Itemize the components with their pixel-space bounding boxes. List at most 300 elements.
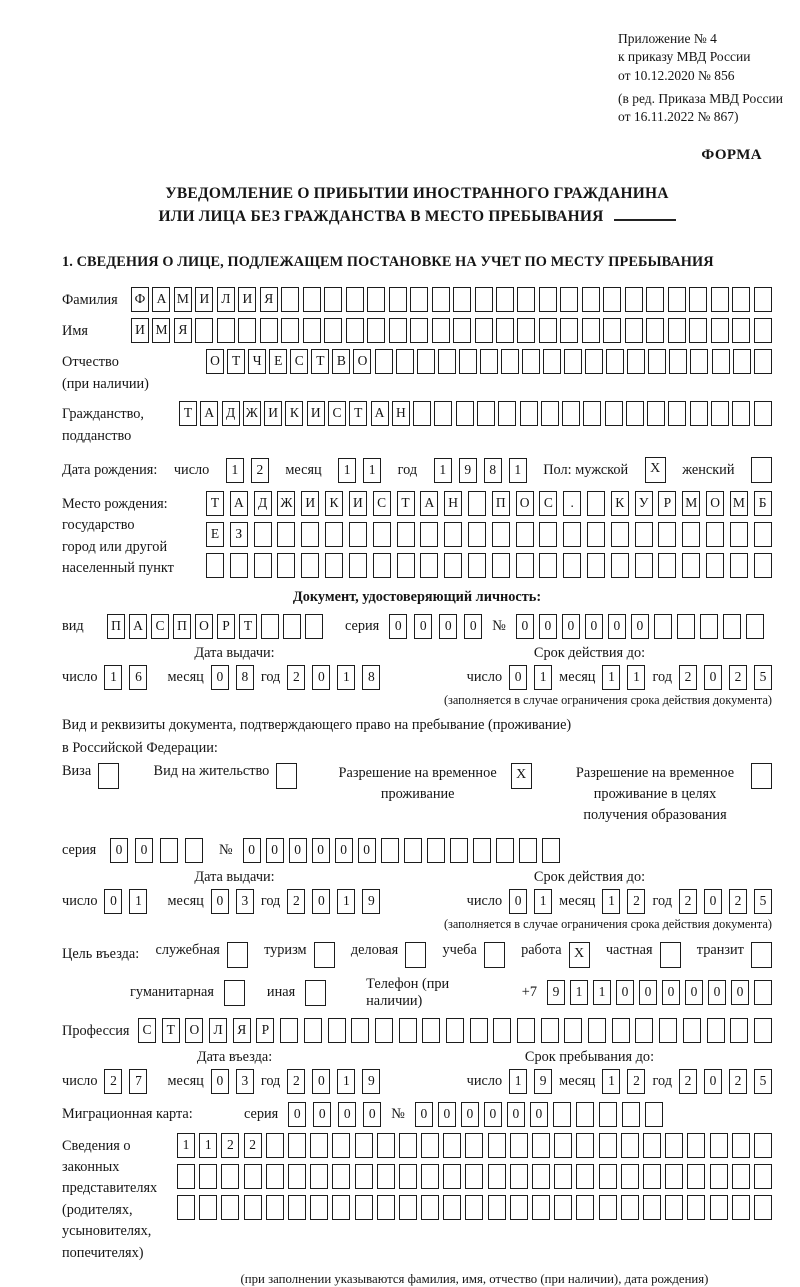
char-cell[interactable]	[377, 1133, 395, 1158]
char-cell[interactable]	[754, 553, 772, 578]
char-cell[interactable]	[645, 1102, 663, 1127]
char-cell[interactable]	[711, 287, 729, 312]
char-cell[interactable]	[690, 401, 708, 426]
char-cell[interactable]	[732, 318, 750, 343]
char-cell[interactable]	[399, 1164, 417, 1189]
char-cell[interactable]: И	[301, 491, 319, 516]
char-cell[interactable]	[543, 349, 561, 374]
char-cell[interactable]: 2	[679, 889, 697, 914]
char-cell[interactable]	[732, 1195, 750, 1220]
char-cell[interactable]: 0	[484, 1102, 502, 1127]
char-cell[interactable]	[468, 553, 486, 578]
char-cell[interactable]	[410, 287, 428, 312]
char-cell[interactable]	[470, 1018, 488, 1043]
char-cell[interactable]	[305, 614, 323, 639]
char-cell[interactable]	[244, 1195, 262, 1220]
char-cell[interactable]	[304, 1018, 322, 1043]
char-cell[interactable]	[603, 287, 621, 312]
char-cell[interactable]	[277, 553, 295, 578]
char-cell[interactable]: Р	[217, 614, 235, 639]
visa-checkbox[interactable]	[98, 763, 119, 789]
char-cell[interactable]	[560, 318, 578, 343]
char-cell[interactable]	[332, 1133, 350, 1158]
char-cell[interactable]: С	[138, 1018, 156, 1043]
char-cell[interactable]	[421, 1195, 439, 1220]
char-cell[interactable]	[564, 349, 582, 374]
residence-permit-checkbox[interactable]	[276, 763, 297, 789]
char-cell[interactable]	[324, 287, 342, 312]
char-cell[interactable]: И	[131, 318, 149, 343]
char-cell[interactable]	[399, 1195, 417, 1220]
char-cell[interactable]	[687, 1164, 705, 1189]
char-cell[interactable]	[563, 522, 581, 547]
char-cell[interactable]	[377, 1195, 395, 1220]
char-cell[interactable]	[582, 287, 600, 312]
char-cell[interactable]	[420, 522, 438, 547]
char-cell[interactable]	[668, 401, 686, 426]
char-cell[interactable]: О	[195, 614, 213, 639]
char-cell[interactable]	[516, 522, 534, 547]
char-cell[interactable]: 0	[338, 1102, 356, 1127]
char-cell[interactable]	[328, 1018, 346, 1043]
char-cell[interactable]	[532, 1195, 550, 1220]
char-cell[interactable]	[332, 1195, 350, 1220]
char-cell[interactable]: 0	[509, 889, 527, 914]
char-cell[interactable]	[665, 1195, 683, 1220]
char-cell[interactable]: 2	[627, 1069, 645, 1094]
char-cell[interactable]: 1	[337, 665, 355, 690]
char-cell[interactable]	[432, 318, 450, 343]
char-cell[interactable]	[519, 838, 537, 863]
business-checkbox[interactable]	[405, 942, 426, 968]
char-cell[interactable]	[281, 287, 299, 312]
char-cell[interactable]	[446, 1018, 464, 1043]
char-cell[interactable]	[654, 614, 672, 639]
char-cell[interactable]: 8	[236, 665, 254, 690]
char-cell[interactable]	[706, 553, 724, 578]
char-cell[interactable]	[560, 287, 578, 312]
char-cell[interactable]: 7	[129, 1069, 147, 1094]
char-cell[interactable]	[711, 401, 729, 426]
char-cell[interactable]: 0	[312, 838, 330, 863]
char-cell[interactable]	[732, 401, 750, 426]
char-cell[interactable]: 0	[135, 838, 153, 863]
char-cell[interactable]	[541, 1018, 559, 1043]
char-cell[interactable]: 0	[335, 838, 353, 863]
char-cell[interactable]	[346, 287, 364, 312]
char-cell[interactable]: 2	[287, 889, 305, 914]
char-cell[interactable]	[643, 1195, 661, 1220]
char-cell[interactable]: И	[195, 287, 213, 312]
char-cell[interactable]	[599, 1133, 617, 1158]
char-cell[interactable]	[517, 318, 535, 343]
char-cell[interactable]	[587, 553, 605, 578]
char-cell[interactable]: 0	[211, 889, 229, 914]
char-cell[interactable]	[658, 553, 676, 578]
char-cell[interactable]: Я	[174, 318, 192, 343]
char-cell[interactable]	[517, 1018, 535, 1043]
char-cell[interactable]	[375, 349, 393, 374]
char-cell[interactable]: И	[264, 401, 282, 426]
char-cell[interactable]: Н	[444, 491, 462, 516]
char-cell[interactable]: 0	[662, 980, 680, 1005]
char-cell[interactable]	[588, 1018, 606, 1043]
char-cell[interactable]	[658, 522, 676, 547]
char-cell[interactable]	[422, 1018, 440, 1043]
char-cell[interactable]	[496, 318, 514, 343]
char-cell[interactable]	[605, 401, 623, 426]
work-checkbox[interactable]: X	[569, 942, 590, 968]
char-cell[interactable]: С	[539, 491, 557, 516]
char-cell[interactable]	[310, 1195, 328, 1220]
char-cell[interactable]	[373, 553, 391, 578]
char-cell[interactable]	[421, 1164, 439, 1189]
char-cell[interactable]: 0	[312, 665, 330, 690]
char-cell[interactable]	[682, 553, 700, 578]
char-cell[interactable]	[621, 1195, 639, 1220]
char-cell[interactable]	[520, 401, 538, 426]
char-cell[interactable]	[453, 287, 471, 312]
char-cell[interactable]	[399, 1133, 417, 1158]
char-cell[interactable]	[539, 522, 557, 547]
char-cell[interactable]: 0	[439, 614, 457, 639]
transit-checkbox[interactable]	[751, 942, 772, 968]
char-cell[interactable]: С	[328, 401, 346, 426]
char-cell[interactable]	[367, 287, 385, 312]
char-cell[interactable]	[682, 522, 700, 547]
char-cell[interactable]: 6	[129, 665, 147, 690]
char-cell[interactable]: 0	[708, 980, 726, 1005]
char-cell[interactable]	[612, 1018, 630, 1043]
char-cell[interactable]: И	[307, 401, 325, 426]
char-cell[interactable]	[754, 318, 772, 343]
char-cell[interactable]	[375, 1018, 393, 1043]
char-cell[interactable]	[488, 1195, 506, 1220]
char-cell[interactable]: И	[238, 287, 256, 312]
char-cell[interactable]	[732, 1164, 750, 1189]
char-cell[interactable]	[532, 1164, 550, 1189]
char-cell[interactable]: Л	[217, 287, 235, 312]
char-cell[interactable]	[443, 1133, 461, 1158]
char-cell[interactable]	[746, 614, 764, 639]
char-cell[interactable]	[325, 553, 343, 578]
char-cell[interactable]	[238, 318, 256, 343]
char-cell[interactable]: 0	[464, 614, 482, 639]
char-cell[interactable]	[677, 614, 695, 639]
char-cell[interactable]	[493, 1018, 511, 1043]
char-cell[interactable]	[576, 1164, 594, 1189]
char-cell[interactable]	[277, 522, 295, 547]
char-cell[interactable]: 0	[731, 980, 749, 1005]
char-cell[interactable]: 0	[211, 1069, 229, 1094]
char-cell[interactable]: 2	[729, 889, 747, 914]
char-cell[interactable]: 9	[362, 889, 380, 914]
char-cell[interactable]	[283, 614, 301, 639]
char-cell[interactable]	[160, 838, 178, 863]
char-cell[interactable]: 0	[438, 1102, 456, 1127]
char-cell[interactable]	[599, 1164, 617, 1189]
char-cell[interactable]	[355, 1164, 373, 1189]
char-cell[interactable]: И	[349, 491, 367, 516]
char-cell[interactable]: 0	[414, 614, 432, 639]
char-cell[interactable]: 2	[244, 1133, 262, 1158]
char-cell[interactable]	[625, 287, 643, 312]
char-cell[interactable]: 5	[754, 1069, 772, 1094]
char-cell[interactable]: 1	[129, 889, 147, 914]
char-cell[interactable]: 0	[313, 1102, 331, 1127]
char-cell[interactable]	[266, 1195, 284, 1220]
study-checkbox[interactable]	[484, 942, 505, 968]
char-cell[interactable]: 1	[104, 665, 122, 690]
char-cell[interactable]	[475, 318, 493, 343]
char-cell[interactable]: 2	[679, 665, 697, 690]
char-cell[interactable]	[754, 1164, 772, 1189]
char-cell[interactable]	[221, 1164, 239, 1189]
char-cell[interactable]	[468, 491, 486, 516]
char-cell[interactable]	[710, 1195, 728, 1220]
char-cell[interactable]	[687, 1195, 705, 1220]
char-cell[interactable]	[443, 1164, 461, 1189]
char-cell[interactable]: 1	[602, 889, 620, 914]
char-cell[interactable]	[754, 401, 772, 426]
char-cell[interactable]	[562, 401, 580, 426]
char-cell[interactable]: 1	[434, 458, 452, 483]
char-cell[interactable]: А	[152, 287, 170, 312]
char-cell[interactable]: М	[682, 491, 700, 516]
char-cell[interactable]: 1	[509, 1069, 527, 1094]
char-cell[interactable]	[450, 838, 468, 863]
char-cell[interactable]	[456, 401, 474, 426]
char-cell[interactable]	[492, 522, 510, 547]
char-cell[interactable]	[324, 318, 342, 343]
char-cell[interactable]: О	[206, 349, 224, 374]
char-cell[interactable]: А	[129, 614, 147, 639]
char-cell[interactable]: 0	[461, 1102, 479, 1127]
char-cell[interactable]	[539, 318, 557, 343]
char-cell[interactable]: Т	[227, 349, 245, 374]
char-cell[interactable]	[260, 318, 278, 343]
char-cell[interactable]	[244, 1164, 262, 1189]
char-cell[interactable]	[689, 287, 707, 312]
char-cell[interactable]: 8	[484, 458, 502, 483]
char-cell[interactable]	[733, 349, 751, 374]
char-cell[interactable]	[635, 553, 653, 578]
char-cell[interactable]	[668, 318, 686, 343]
char-cell[interactable]: 0	[704, 1069, 722, 1094]
char-cell[interactable]: 0	[288, 1102, 306, 1127]
char-cell[interactable]: 3	[236, 1069, 254, 1094]
char-cell[interactable]	[648, 349, 666, 374]
char-cell[interactable]	[621, 1133, 639, 1158]
char-cell[interactable]	[647, 401, 665, 426]
char-cell[interactable]	[351, 1018, 369, 1043]
char-cell[interactable]: А	[200, 401, 218, 426]
char-cell[interactable]: 2	[251, 458, 269, 483]
char-cell[interactable]: Е	[206, 522, 224, 547]
char-cell[interactable]: .	[563, 491, 581, 516]
char-cell[interactable]	[492, 553, 510, 578]
char-cell[interactable]: 1	[509, 458, 527, 483]
char-cell[interactable]	[754, 349, 772, 374]
char-cell[interactable]: 0	[389, 614, 407, 639]
char-cell[interactable]: Б	[754, 491, 772, 516]
char-cell[interactable]	[626, 401, 644, 426]
char-cell[interactable]	[627, 349, 645, 374]
char-cell[interactable]	[553, 1102, 571, 1127]
char-cell[interactable]: 1	[177, 1133, 195, 1158]
char-cell[interactable]: 3	[236, 889, 254, 914]
char-cell[interactable]: П	[173, 614, 191, 639]
char-cell[interactable]: 2	[287, 1069, 305, 1094]
char-cell[interactable]	[689, 318, 707, 343]
char-cell[interactable]	[332, 1164, 350, 1189]
char-cell[interactable]: М	[174, 287, 192, 312]
char-cell[interactable]: Ч	[248, 349, 266, 374]
char-cell[interactable]	[732, 1133, 750, 1158]
char-cell[interactable]	[443, 1195, 461, 1220]
char-cell[interactable]	[517, 287, 535, 312]
char-cell[interactable]: 0	[266, 838, 284, 863]
char-cell[interactable]	[539, 553, 557, 578]
char-cell[interactable]: 1	[627, 665, 645, 690]
char-cell[interactable]: 2	[287, 665, 305, 690]
char-cell[interactable]: Р	[658, 491, 676, 516]
char-cell[interactable]: Т	[397, 491, 415, 516]
char-cell[interactable]	[434, 401, 452, 426]
char-cell[interactable]	[355, 1133, 373, 1158]
char-cell[interactable]: З	[230, 522, 248, 547]
char-cell[interactable]: 0	[616, 980, 634, 1005]
private-checkbox[interactable]	[660, 942, 681, 968]
char-cell[interactable]	[281, 318, 299, 343]
char-cell[interactable]	[599, 1195, 617, 1220]
char-cell[interactable]: Я	[233, 1018, 251, 1043]
char-cell[interactable]	[404, 838, 422, 863]
char-cell[interactable]: Т	[206, 491, 224, 516]
blank-underline[interactable]	[614, 205, 676, 221]
char-cell[interactable]	[373, 522, 391, 547]
char-cell[interactable]: С	[373, 491, 391, 516]
char-cell[interactable]	[465, 1195, 483, 1220]
char-cell[interactable]: 0	[685, 980, 703, 1005]
char-cell[interactable]	[496, 838, 514, 863]
char-cell[interactable]	[683, 1018, 701, 1043]
char-cell[interactable]	[397, 553, 415, 578]
char-cell[interactable]	[587, 491, 605, 516]
char-cell[interactable]	[288, 1164, 306, 1189]
char-cell[interactable]	[349, 553, 367, 578]
char-cell[interactable]: Т	[239, 614, 257, 639]
char-cell[interactable]	[539, 287, 557, 312]
char-cell[interactable]: П	[492, 491, 510, 516]
char-cell[interactable]	[730, 553, 748, 578]
char-cell[interactable]	[576, 1133, 594, 1158]
char-cell[interactable]: О	[353, 349, 371, 374]
char-cell[interactable]: 9	[459, 458, 477, 483]
char-cell[interactable]: 0	[211, 665, 229, 690]
char-cell[interactable]: Т	[349, 401, 367, 426]
char-cell[interactable]	[730, 522, 748, 547]
char-cell[interactable]: Ж	[277, 491, 295, 516]
char-cell[interactable]	[754, 1018, 772, 1043]
char-cell[interactable]	[522, 349, 540, 374]
char-cell[interactable]	[199, 1164, 217, 1189]
char-cell[interactable]: Т	[311, 349, 329, 374]
char-cell[interactable]: К	[325, 491, 343, 516]
char-cell[interactable]	[532, 1133, 550, 1158]
char-cell[interactable]	[554, 1164, 572, 1189]
char-cell[interactable]: С	[290, 349, 308, 374]
char-cell[interactable]	[690, 349, 708, 374]
char-cell[interactable]	[754, 287, 772, 312]
char-cell[interactable]	[310, 1164, 328, 1189]
char-cell[interactable]: 1	[602, 665, 620, 690]
char-cell[interactable]: 9	[534, 1069, 552, 1094]
char-cell[interactable]	[254, 553, 272, 578]
char-cell[interactable]: В	[332, 349, 350, 374]
char-cell[interactable]	[288, 1133, 306, 1158]
char-cell[interactable]	[643, 1133, 661, 1158]
char-cell[interactable]: 2	[221, 1133, 239, 1158]
char-cell[interactable]: 1	[570, 980, 588, 1005]
char-cell[interactable]	[712, 349, 730, 374]
char-cell[interactable]	[488, 1133, 506, 1158]
char-cell[interactable]: 2	[679, 1069, 697, 1094]
char-cell[interactable]: 1	[338, 458, 356, 483]
official-checkbox[interactable]	[227, 942, 248, 968]
char-cell[interactable]: 0	[631, 614, 649, 639]
char-cell[interactable]	[563, 553, 581, 578]
char-cell[interactable]: Е	[269, 349, 287, 374]
char-cell[interactable]: 0	[289, 838, 307, 863]
char-cell[interactable]	[643, 1164, 661, 1189]
char-cell[interactable]: П	[107, 614, 125, 639]
char-cell[interactable]	[453, 318, 471, 343]
char-cell[interactable]: 2	[104, 1069, 122, 1094]
char-cell[interactable]: Т	[179, 401, 197, 426]
char-cell[interactable]: 0	[415, 1102, 433, 1127]
char-cell[interactable]	[576, 1195, 594, 1220]
char-cell[interactable]	[554, 1195, 572, 1220]
char-cell[interactable]: 2	[627, 889, 645, 914]
char-cell[interactable]	[280, 1018, 298, 1043]
char-cell[interactable]	[427, 838, 445, 863]
char-cell[interactable]	[723, 614, 741, 639]
char-cell[interactable]	[541, 401, 559, 426]
char-cell[interactable]	[635, 522, 653, 547]
char-cell[interactable]: 0	[639, 980, 657, 1005]
char-cell[interactable]: К	[285, 401, 303, 426]
char-cell[interactable]	[349, 522, 367, 547]
char-cell[interactable]	[417, 349, 435, 374]
char-cell[interactable]	[606, 349, 624, 374]
char-cell[interactable]: 1	[363, 458, 381, 483]
char-cell[interactable]	[397, 522, 415, 547]
char-cell[interactable]	[665, 1133, 683, 1158]
char-cell[interactable]: О	[185, 1018, 203, 1043]
char-cell[interactable]	[206, 553, 224, 578]
char-cell[interactable]	[221, 1195, 239, 1220]
char-cell[interactable]	[501, 349, 519, 374]
char-cell[interactable]	[420, 553, 438, 578]
char-cell[interactable]	[303, 287, 321, 312]
char-cell[interactable]: 0	[585, 614, 603, 639]
char-cell[interactable]	[410, 318, 428, 343]
char-cell[interactable]	[377, 1164, 395, 1189]
char-cell[interactable]	[611, 522, 629, 547]
char-cell[interactable]	[367, 318, 385, 343]
char-cell[interactable]: 1	[337, 1069, 355, 1094]
